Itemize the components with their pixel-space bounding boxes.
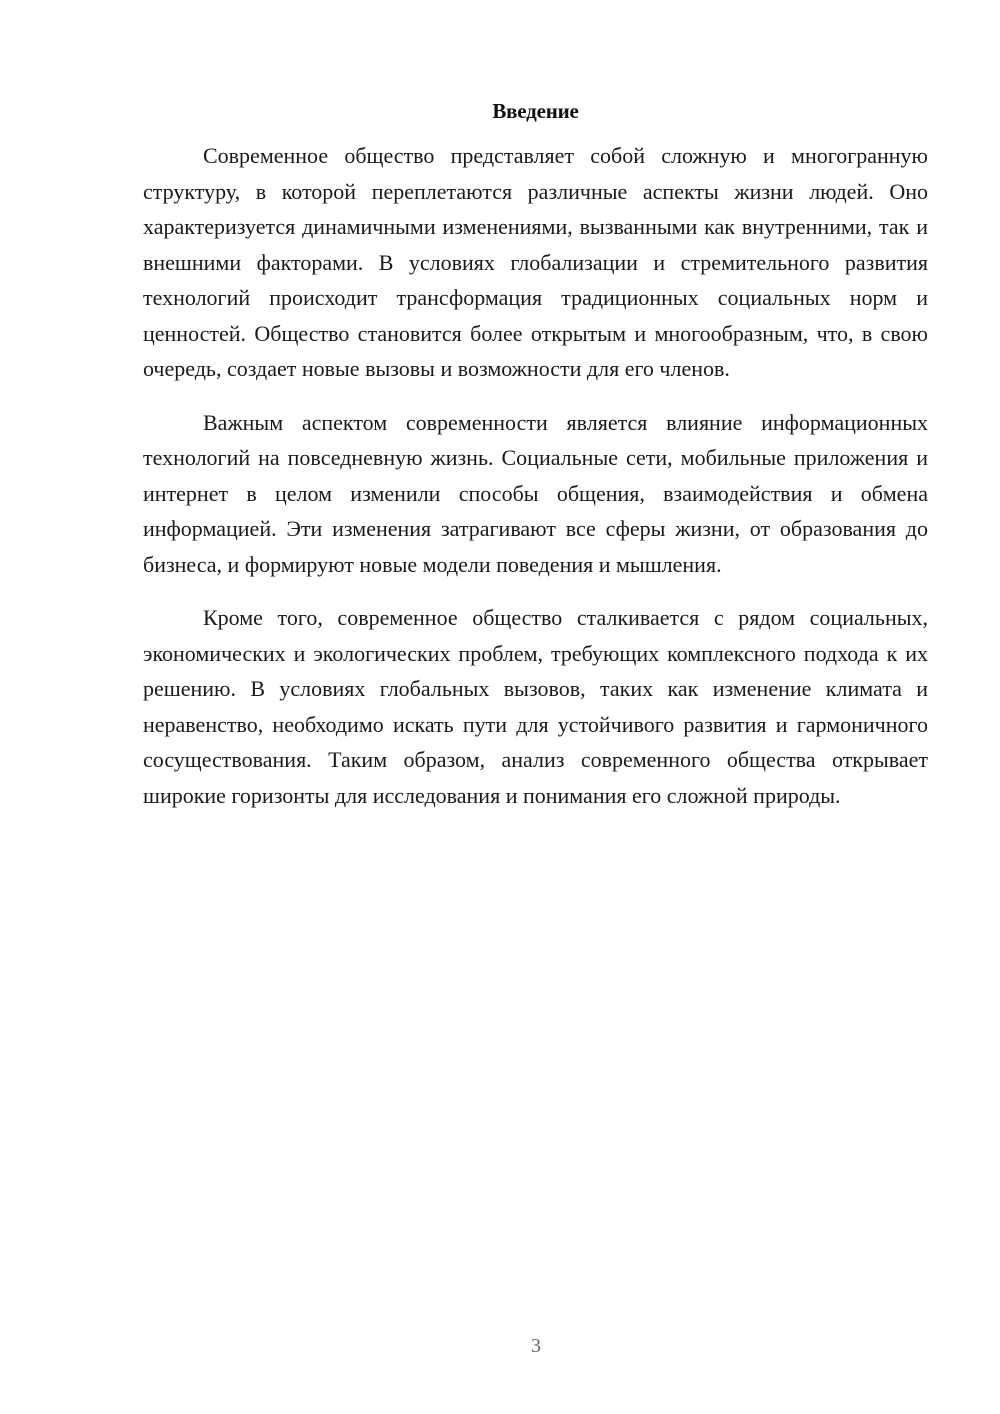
page-title: Введение	[492, 99, 579, 123]
page-content	[143, 94, 928, 831]
paragraph-2: Важным аспектом современности является влияние информационных технологий на повседневную жизнь. Социальные сети, мобильные приложения и интернет в целом изменили способы общения, взаимодействия и обмена информацией. Эти изменения затрагивают все сферы жизни, от образования до бизнеса, и формируют новые модели поведения и мышления.	[143, 409, 928, 577]
paragraph-1: Современное общество представляет собой сложную и многогранную структуру, в которой переплетаются различные аспекты жизни людей. Оно характеризуется динамичными изменениями, вызванными как внутренними, так и внешними факторами. В условиях глобализации и стремительного развития технологий происходит трансформация традиционных социальных норм и ценностей. Общество становится более открытым и многообразным, что, в свою очередь, создает новые вызовы и возможности для его членов.	[143, 143, 928, 381]
page-number: 3	[531, 1335, 541, 1357]
paragraph-3: Кроме того, современное общество сталкивается с рядом социальных, экономических и экологических проблем, требующих комплексного подхода к их решению. В условиях глобальных вызовов, таких как изменение климата и неравенство, необходимо искать пути для устойчивого развития и гармоничного сосуществования. Таким образом, анализ современного общества открывает широкие горизонты для исследования и понимания его сложной природы.	[143, 605, 928, 808]
